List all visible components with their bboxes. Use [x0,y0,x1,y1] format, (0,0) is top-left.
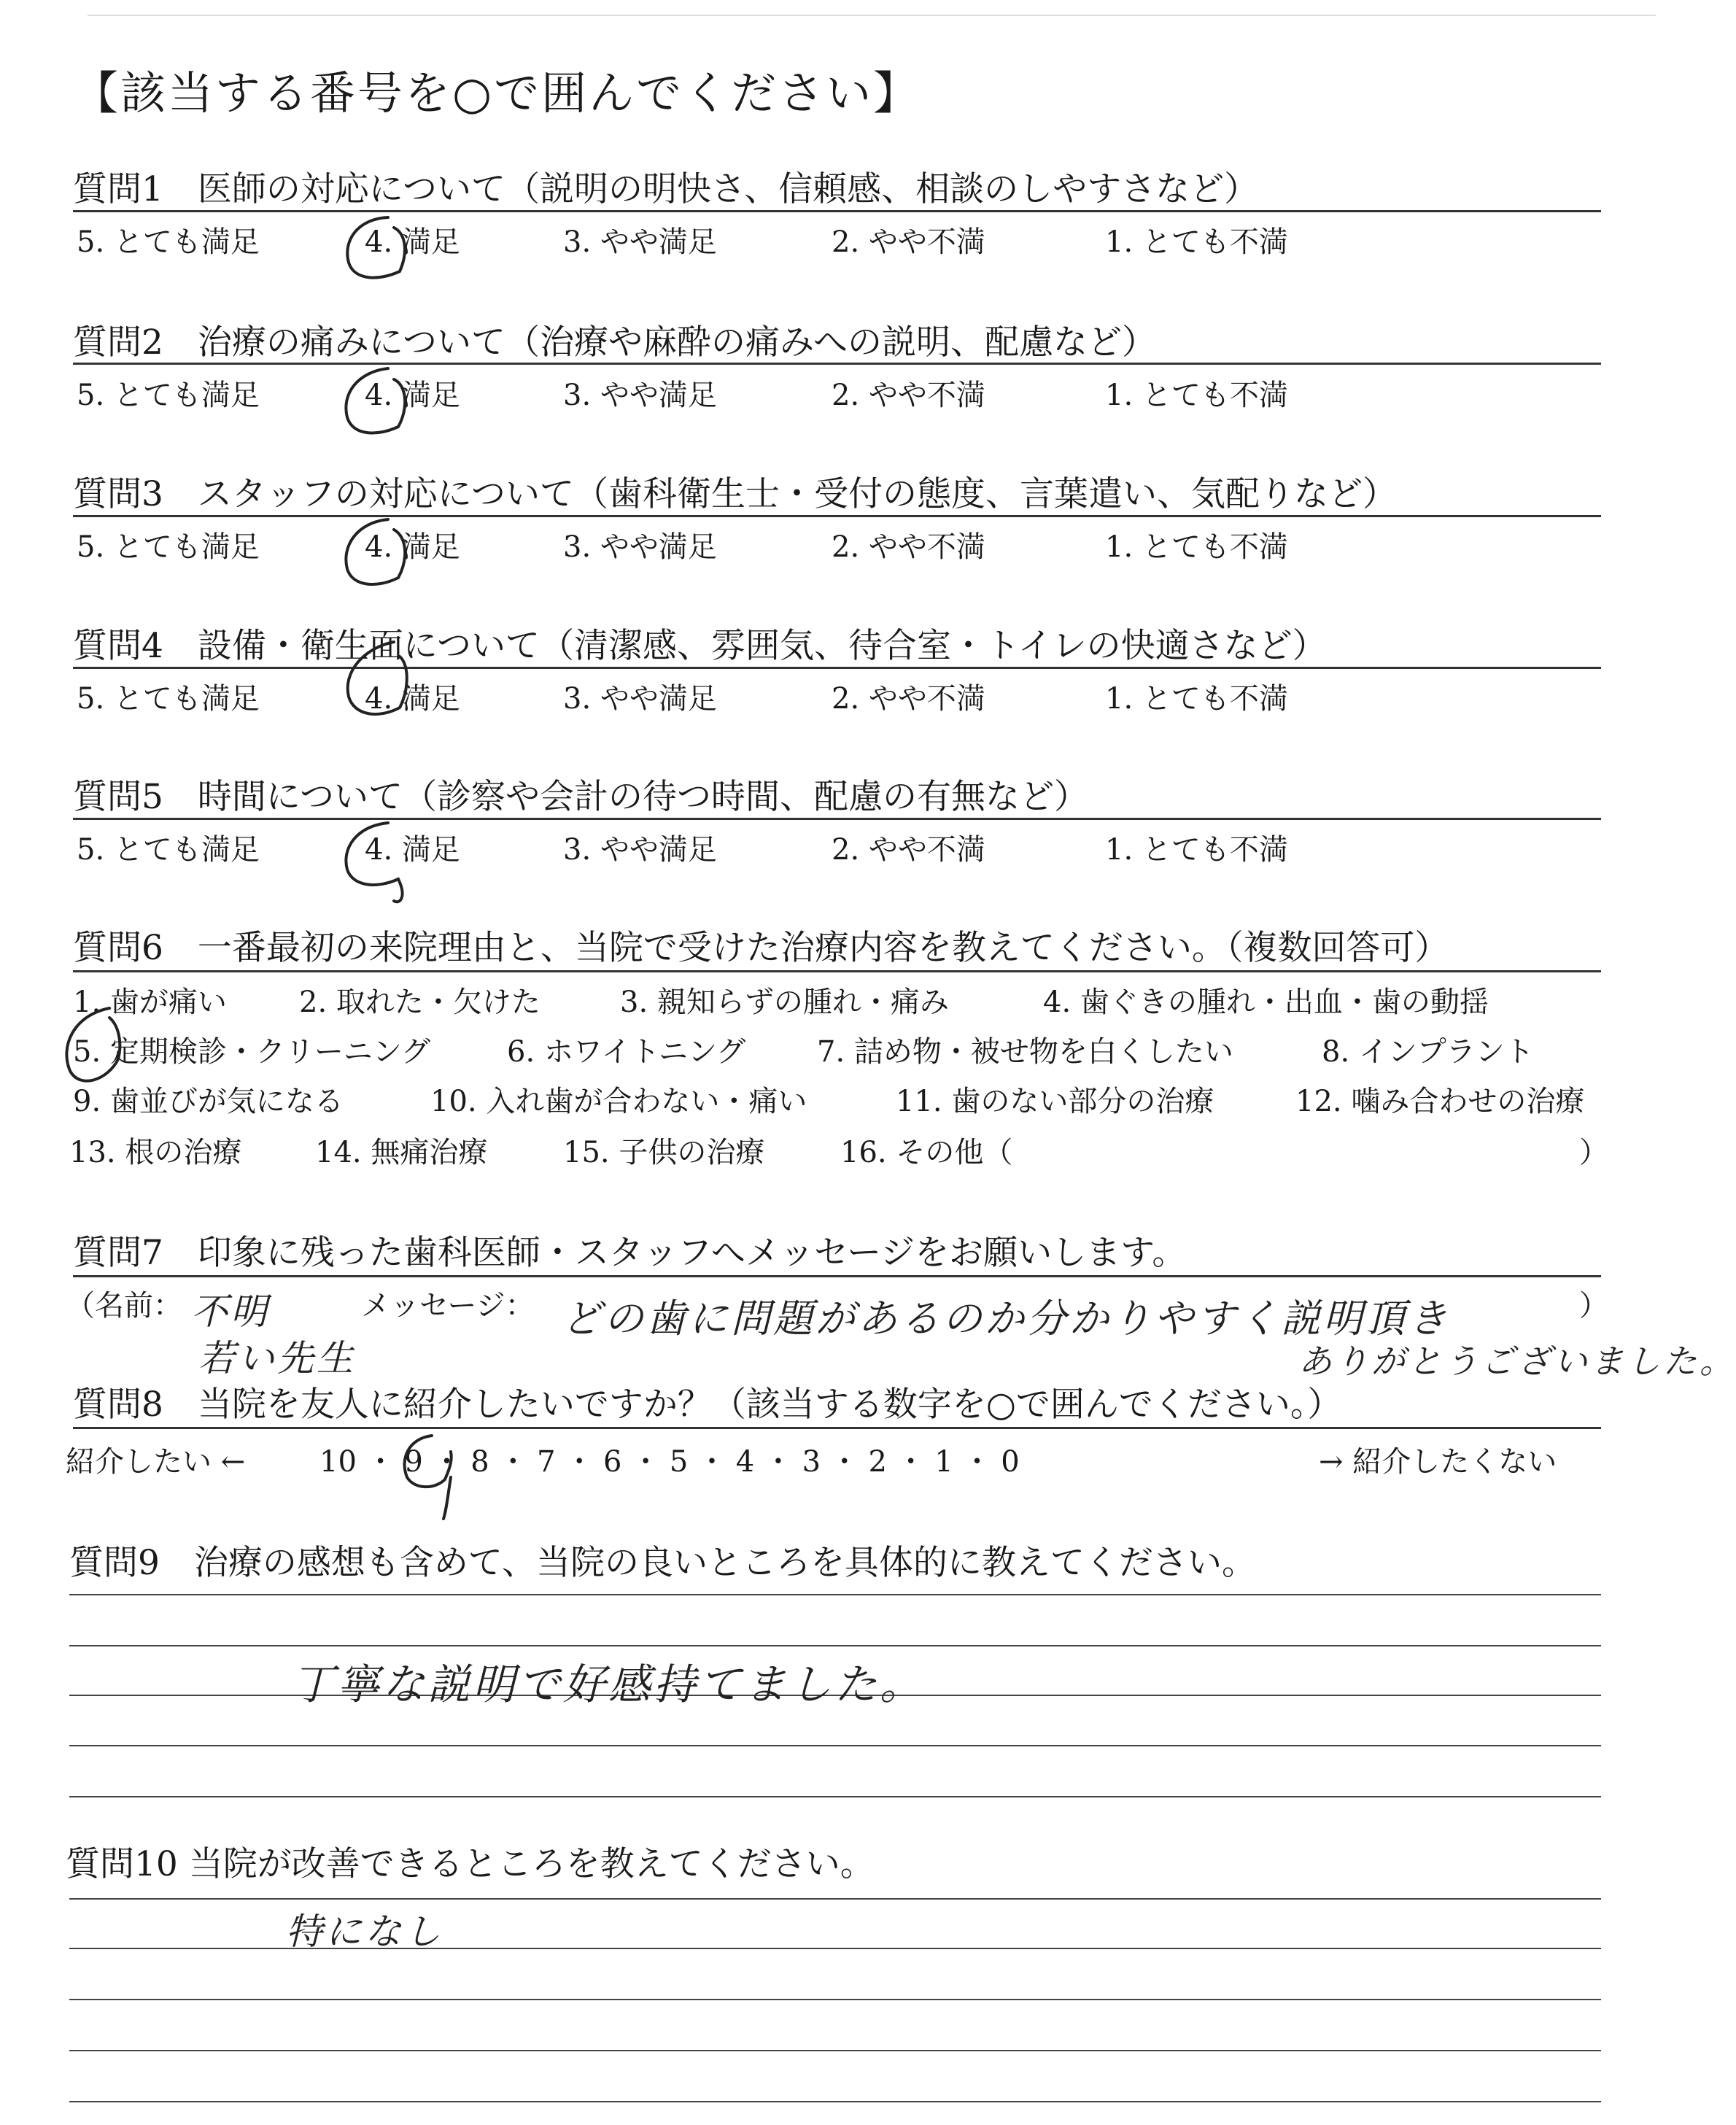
question-4-title: 質問4 設備・衛生面について（清潔感、雰囲気、待合室・トイレの快適さなど） [73,626,1327,666]
q1-option-2[interactable]: 2. やや不満 [832,225,985,259]
q7-handwritten-name-2: 若い先生 [198,1337,356,1379]
q6-option-7[interactable]: 7. 詰め物・被せ物を白くしたい [817,1035,1233,1069]
q5-option-2[interactable]: 2. やや不満 [832,833,985,867]
q9-line-2 [69,1645,1601,1646]
q2-option-3[interactable]: 3. やや満足 [563,379,717,412]
q4-option-2[interactable]: 2. やや不満 [832,682,985,716]
q4-option-3[interactable]: 3. やや満足 [563,682,717,716]
q10-line-4 [69,2050,1601,2051]
question-4-rule [73,667,1601,669]
q7-handwritten-name-1: 不明 [191,1290,270,1333]
question-3-title: 質問3 スタッフの対応について（歯科衛生士・受付の態度、言葉遣い、気配りなど） [73,474,1397,514]
question-5-title: 質問5 時間について（診察や会計の待つ時間、配慮の有無など） [73,777,1088,817]
q7-handwritten-message-2: ありがとうございました。 [1298,1342,1736,1381]
q5-option-3[interactable]: 3. やや満足 [563,833,717,867]
q5-option-1[interactable]: 1. とても不満 [1105,833,1288,867]
q7-close-paren: ） [1579,1289,1608,1323]
q6-option-3[interactable]: 3. 親知らずの腫れ・痛み [620,986,949,1019]
q7-message-label: メッセージ： [361,1289,535,1323]
q6-option-10[interactable]: 10. 入れ歯が合わない・痛い [430,1085,807,1118]
q2-option-1[interactable]: 1. とても不満 [1105,379,1288,412]
question-1-rule [73,210,1601,212]
q3-option-5[interactable]: 5. とても満足 [77,530,260,564]
question-9-title: 質問9 治療の感想も含めて、当院の良いところを具体的に教えてください。 [69,1543,1256,1583]
q1-option-4[interactable]: 4. 満足 [365,225,460,259]
q10-line-5 [69,2101,1601,2102]
question-6-title: 質問6 一番最初の来院理由と、当院で受けた治療内容を教えてください。（複数回答可） [73,928,1449,968]
q6-other-close-paren: ） [1579,1136,1608,1169]
q2-option-4[interactable]: 4. 満足 [365,379,460,412]
q6-option-13[interactable]: 13. 根の治療 [69,1136,242,1169]
q9-line-4 [69,1745,1601,1746]
q6-option-4[interactable]: 4. 歯ぐきの腫れ・出血・歯の動揺 [1043,986,1489,1019]
q5-option-4[interactable]: 4. 満足 [365,833,460,867]
q2-option-2[interactable]: 2. やや不満 [832,379,985,412]
q9-line-1 [69,1594,1601,1595]
q3-option-2[interactable]: 2. やや不満 [832,530,985,564]
question-1-title: 質問1 医師の対応について（説明の明快さ、信頼感、相談のしやすさなど） [73,169,1259,209]
q6-option-1[interactable]: 1. 歯が痛い [73,986,227,1019]
q6-option-14[interactable]: 14. 無痛治療 [315,1136,488,1169]
question-5-rule [73,818,1601,820]
q7-name-label: （名前： [66,1289,182,1323]
q6-option-2[interactable]: 2. 取れた・欠けた [299,986,540,1019]
question-3-rule [73,515,1601,517]
page-heading: 【該当する番号を○で囲んでください】 [73,66,921,120]
q6-option-5[interactable]: 5. 定期検診・クリーニング [73,1035,431,1069]
q6-option-8[interactable]: 8. インプラント [1322,1035,1534,1069]
q6-option-12[interactable]: 12. 噛み合わせの治療 [1295,1085,1585,1118]
q1-option-1[interactable]: 1. とても不満 [1105,225,1288,259]
q10-handwritten-answer: 特になし [286,1911,443,1953]
question-7-rule [73,1275,1601,1277]
question-10-title: 質問10 当院が改善できるところを教えてください。 [66,1844,875,1884]
q4-option-1[interactable]: 1. とても不満 [1105,682,1288,716]
question-7-title: 質問7 印象に残った歯科医師・スタッフへメッセージをお願いします。 [73,1233,1187,1273]
q6-option-9[interactable]: 9. 歯並びが気になる [73,1085,344,1118]
q6-option-6[interactable]: 6. ホワイトニング [507,1035,746,1069]
question-2-rule [73,363,1601,365]
q1-option-3[interactable]: 3. やや満足 [563,225,717,259]
q7-handwritten-message-1: どの歯に問題があるのか分かりやすく説明頂き [562,1296,1450,1342]
q10-line-1 [69,1898,1601,1900]
question-6-rule [73,970,1601,972]
q3-option-3[interactable]: 3. やや満足 [563,530,717,564]
q10-line-3 [69,1999,1601,2000]
q5-option-5[interactable]: 5. とても満足 [77,833,260,867]
question-8-rule [73,1427,1601,1429]
q2-option-5[interactable]: 5. とても満足 [77,379,260,412]
q4-option-4[interactable]: 4. 満足 [365,682,460,716]
q8-right-label: → 紹介したくない [1319,1445,1557,1479]
q3-option-1[interactable]: 1. とても不満 [1105,530,1288,564]
q9-handwritten-answer: 丁寧な説明で好感持てました。 [292,1660,926,1709]
question-8-title: 質問8 当院を友人に紹介したいですか？（該当する数字を○で囲んでください。） [73,1385,1342,1425]
q6-option-11[interactable]: 11. 歯のない部分の治療 [896,1085,1214,1118]
q4-option-5[interactable]: 5. とても満足 [77,682,260,716]
q9-line-5 [69,1796,1601,1797]
q8-left-label: 紹介したい ← [66,1445,246,1479]
q3-option-4[interactable]: 4. 満足 [365,530,460,564]
q8-scale[interactable]: 10 ・ 9 ・ 8 ・ 7 ・ 6 ・ 5 ・ 4 ・ 3 ・ 2 ・ 1 ・ 0 [319,1445,1020,1479]
top-border [88,15,1656,16]
question-2-title: 質問2 治療の痛みについて（治療や麻酔の痛みへの説明、配慮など） [73,322,1157,363]
q6-option-16[interactable]: 16. その他（ [840,1136,1013,1169]
q1-option-5[interactable]: 5. とても満足 [77,225,260,259]
q6-option-15[interactable]: 15. 子供の治療 [563,1136,765,1169]
